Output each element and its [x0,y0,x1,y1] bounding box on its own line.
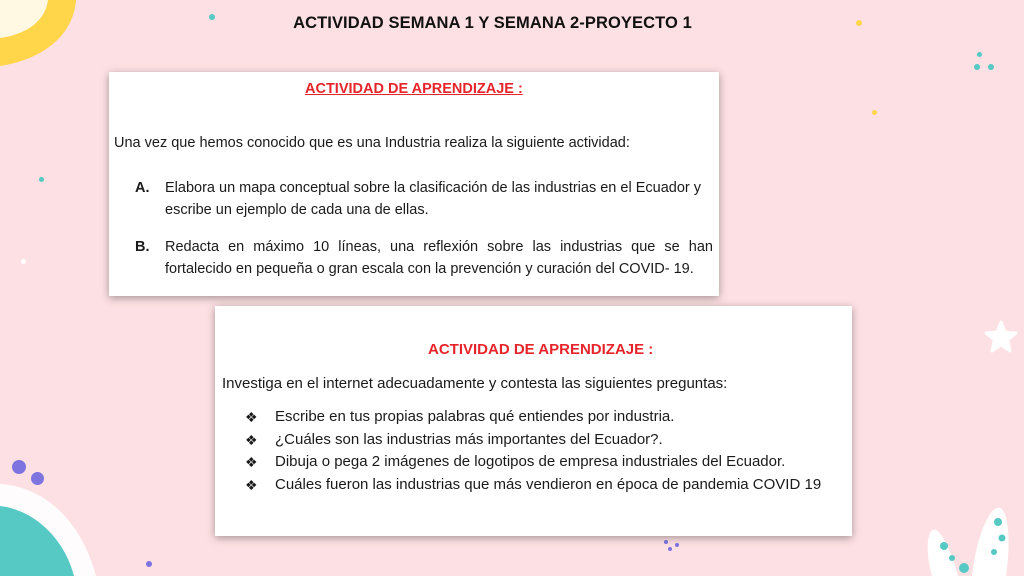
purple-dot-decoration [664,540,668,544]
purple-dot-decoration [31,472,44,485]
teal-dot-decoration [974,64,980,70]
question-text: Escribe en tus propias palabras qué entiendes por industria. [275,408,675,425]
slide-title: ACTIVIDAD SEMANA 1 Y SEMANA 2-PROYECTO 1 [293,14,692,32]
teal-dot-decoration [39,177,44,182]
white-star-decoration [984,320,1018,354]
activity-card-2 [215,306,852,536]
diamond-bullet-icon: ❖ [245,431,258,448]
purple-dot-decoration [675,543,679,547]
white-dot-decoration [21,259,26,264]
question-text: Dibuja o pega 2 imágenes de logotipos de empresa industriales del Ecuador. [275,453,786,470]
purple-dot-decoration [12,460,26,474]
activity-card-1 [109,72,719,296]
diamond-bullet-icon: ❖ [245,409,258,425]
task-b-text: Redacta en máximo 10 líneas, una reflexión sobre las industrias que se han fortalecido en pequeña o gran escala con la prevención y curación del COVID- 19. [165,239,713,277]
list-item [245,474,845,497]
list-item [245,429,845,452]
teal-dot-decoration [988,64,994,70]
task-a-text: Elabora un mapa conceptual sobre la clasificación de las industrias en el Ecuador y escribe un ejemplo de cada una de ellas. [165,180,702,218]
yellow-dot-decoration [872,110,877,115]
teal-dot-decoration [977,52,982,57]
diamond-bullet-icon: ❖ [245,454,258,470]
purple-dot-decoration [668,547,672,551]
task-a-marker: A. [135,180,150,196]
list-item [245,451,845,474]
task-b-marker: B. [135,239,150,255]
purple-dot-decoration [146,561,152,567]
teal-plant-decoration [914,486,1024,576]
teal-corner-blob-decoration [0,476,110,576]
list-item [245,406,845,429]
question-text: Cuáles fueron las industrias que más vendieron en época de pandemia COVID 19 [275,475,822,493]
card-1-heading: ACTIVIDAD DE APRENDIZAJE : [305,81,523,97]
yellow-corner-blob-decoration [0,0,90,70]
question-list [245,406,845,496]
diamond-bullet-icon: ❖ [245,476,258,493]
card-2-intro: Investiga en el internet adecuadamente y contesta las siguientes preguntas: [222,375,728,392]
question-text: ¿Cuáles son las industrias más importantes del Ecuador?. [275,430,663,448]
card-1-intro: Una vez que hemos conocido que es una Industria realiza la siguiente actividad: [114,135,630,151]
card-2-heading: ACTIVIDAD DE APRENDIZAJE : [428,341,654,358]
